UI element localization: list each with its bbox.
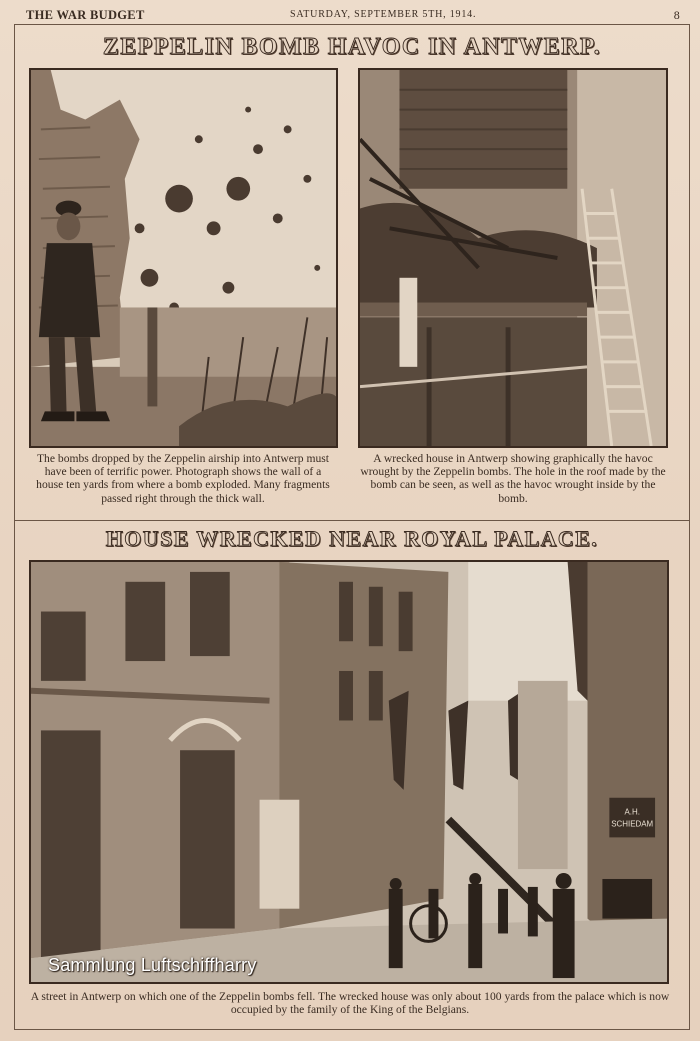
photo-street-scene [29,560,669,984]
headline-zeppelin-havoc: ZEPPELIN BOMB HAVOC IN ANTWERP. [102,34,602,60]
caption-wrecked-house: A wrecked house in Antwerp showing graphically the havoc wrought by the Zeppelin bombs. The hole in the roof made by the bomb can be seen, as well as the havoc wrought inside by the bomb. [360,452,666,505]
issue-date: SATURDAY, SEPTEMBER 5TH, 1914. [290,9,477,20]
shop-sign-line2: SCHIEDAM [611,819,654,829]
page-number: 8 [673,8,680,22]
masthead [22,6,686,24]
caption-damaged-wall: The bombs dropped by the Zeppelin airship into Antwerp must have been of terrific power. Photograph shows the wall of a house ten yards from where a bomb exploded. Many fragments passed right through the thick wall. [36,452,330,505]
caption-street-scene: A street in Antwerp on which one of the Zeppelin bombs fell. The wrecked house was only about 100 yards from the palace which is now occupied by the family of the King of the Belgians. [30,990,670,1017]
shop-sign-line1: A.H. [624,807,640,817]
collection-watermark: Sammlung Luftschiffharry [48,955,257,975]
publication-title: THE WAR BUDGET [26,8,145,22]
photo-damaged-wall [29,68,338,448]
shop-sign [609,798,655,838]
headline-royal-palace: HOUSE WRECKED NEAR ROYAL PALACE. [105,526,599,551]
section-divider [14,520,690,521]
photo-wrecked-house [358,68,668,448]
